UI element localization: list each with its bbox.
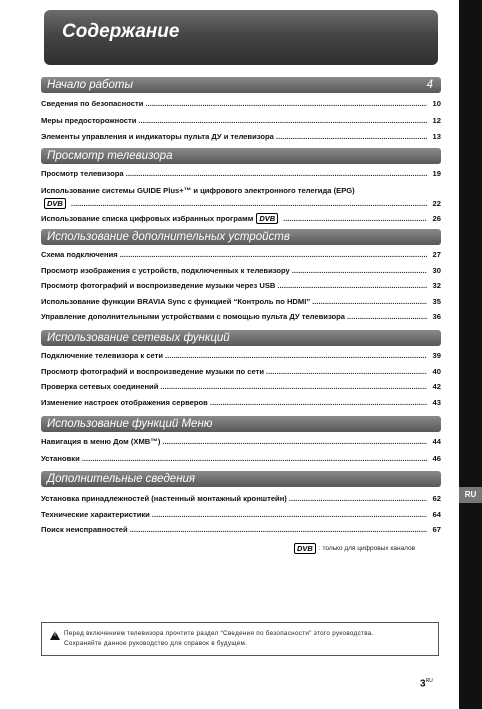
toc-entry[interactable]: Просмотр фотографий и воспроизведение музыки через USB ..... 32 [41,279,441,293]
toc-entry[interactable]: Просмотр изображения с устройств, подключенных к телевизору ..... 30 [41,264,441,278]
toc-entry[interactable]: Управление дополнительными устройствами с помощью пульта ДУ телевизора ..... 36 [41,310,441,324]
toc-entry[interactable]: Меры предосторожности ..... 12 [41,114,441,128]
section-heading-text: Просмотр телевизора [47,150,173,162]
section-optional-equipment [41,229,441,324]
dvb-logo-icon: DVB [294,543,316,554]
toc-entry[interactable]: Использование списка цифровых избранных программ DVB ..... 26 [41,212,441,226]
side-strip [459,0,482,709]
section-heading-text: Начало работы [47,79,133,91]
toc-entry[interactable]: Установки ..... 46 [41,452,441,466]
safety-warning [41,622,439,656]
dvb-logo-icon: DVB [44,198,66,209]
section-heading-text: Использование сетевых функций [47,332,230,344]
dvb-logo-icon: DVB [256,213,278,224]
toc-entry[interactable]: Изменение настроек отображения серверов ..... 43 [41,396,441,410]
section-page: 4 [426,79,433,91]
toc-entry[interactable]: Просмотр телевизора ..... 19 [41,167,441,181]
section-menu [41,416,441,465]
page-number: $3^{RU}$ [420,678,433,690]
section-heading [41,148,441,164]
toc-entry[interactable]: Навигация в меню Дом (XMB™) ..... 44 [41,435,441,449]
toc-entry[interactable]: Элементы управления и индикаторы пульта ДУ и телевизора ..... 13 [41,130,441,144]
toc-entry[interactable]: Поиск неисправностей ..... 67 [41,523,441,537]
section-heading-text: Использование дополнительных устройств [47,231,290,243]
toc-entry[interactable]: Использование функции BRAVIA Sync с функцией “Контроль по HDMI” ..... 35 [41,295,441,309]
warning-line: Перед включением телевизора прочтите раздел “Сведения по безопасности” этого руководства. [64,630,374,637]
warning-line: Сохраняйте данное руководство для справок в будущем. [64,640,248,647]
toc-entry[interactable]: Технические характеристики ..... 64 [41,508,441,522]
section-heading [41,330,441,346]
section-network [41,330,441,409]
section-getting-started [41,77,441,144]
section-heading-text: Использование функций Меню [47,418,213,430]
warning-icon [50,631,60,640]
dvb-footnote-text: : только для цифровых каналов [318,545,416,553]
section-heading [41,416,441,432]
toc-entry[interactable]: Подключение телевизора к сети ..... 39 [41,349,441,363]
toc-entry[interactable]: Проверка сетевых соединений ..... 42 [41,380,441,394]
dvb-footnote [291,543,415,554]
section-heading-text: Дополнительные сведения [47,473,196,485]
toc-entry[interactable]: Сведения по безопасности ..... 10 [41,97,441,111]
section-heading [41,229,441,245]
toc-entry[interactable]: Установка принадлежностей (настенный монтажный кронштейн) ..... 62 [41,492,441,506]
section-heading [41,471,441,487]
section-heading [41,77,441,93]
toc-entry[interactable]: Схема подключения ..... 27 [41,248,441,262]
page-title: Содержание [62,21,180,42]
toc-entry[interactable]: Просмотр фотографий и воспроизведение музыки по сети ..... 40 [41,365,441,379]
section-watching-tv [41,148,441,225]
section-additional-info [41,471,441,537]
page-header [44,10,438,65]
language-tab: RU [459,487,482,503]
toc-entry[interactable]: Использование системы GUIDE Plus+™ и цифрового электронного телегида (EPG) DVB ..... 22 [41,184,441,210]
